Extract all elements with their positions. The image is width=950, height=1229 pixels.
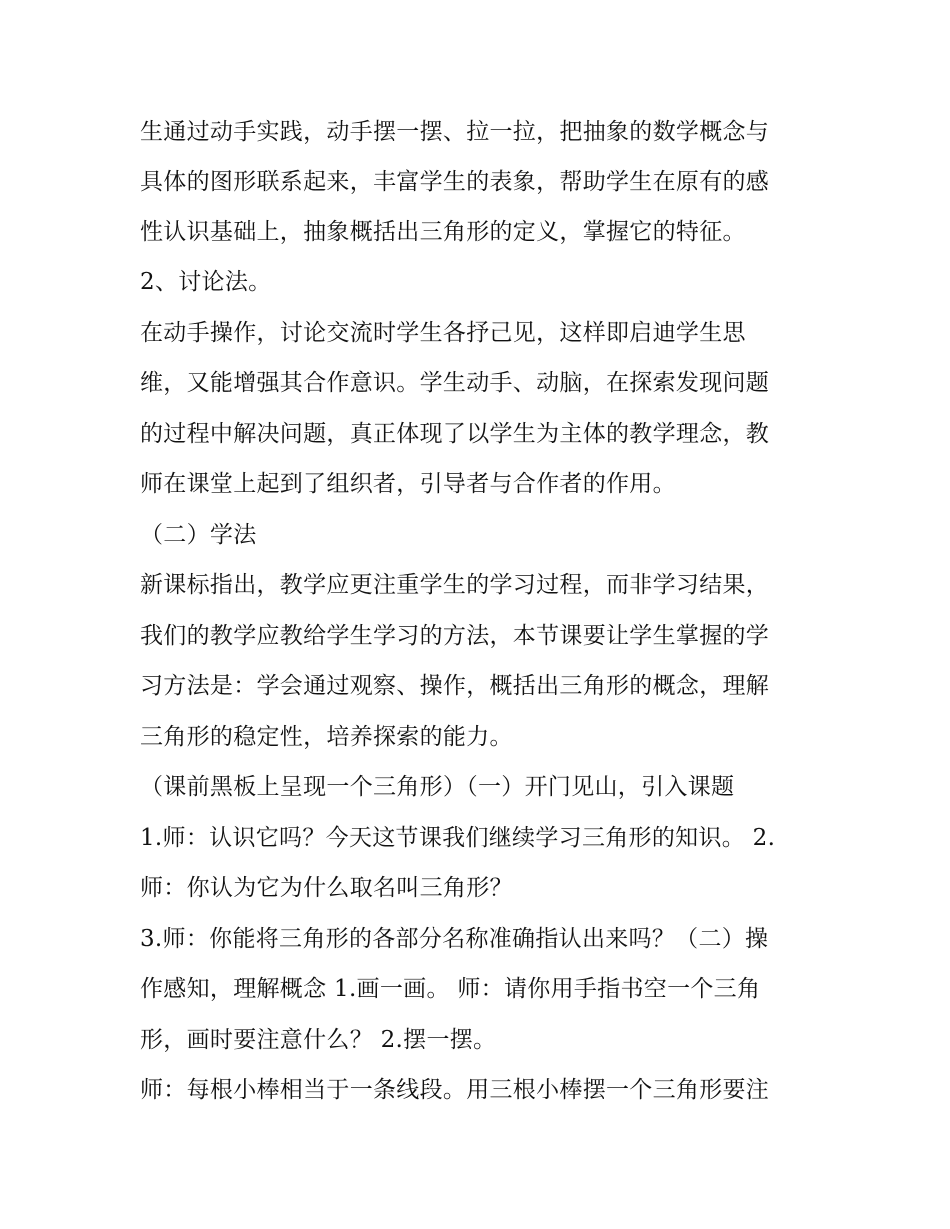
text-line: （课前黑板上呈现一个三角形）（一）开门见山，引入课题 bbox=[140, 774, 735, 800]
text-line: 性认识基础上，抽象概括出三角形的定义，掌握它的特征。 bbox=[140, 219, 746, 245]
text-line: 作感知，理解概念 1.画一画。 师：请你用手指书空一个三角 bbox=[140, 976, 761, 1002]
text-line: 形，画时要注意什么？ 2.摆一摆。 bbox=[140, 1027, 497, 1053]
text-line: 师在课堂上起到了组织者，引导者与合作者的作用。 bbox=[140, 471, 676, 497]
text-line: 的过程中解决问题，真正体现了以学生为主体的教学理念，教 bbox=[140, 421, 770, 447]
text-line: 师：你认为它为什么取名叫三角形？ bbox=[140, 875, 513, 901]
text-line: 新课标指出，教学应更注重学生的学习过程，而非学习结果， bbox=[140, 572, 770, 598]
text-line: 3.师：你能将三角形的各部分名称准确指认出来吗？（二）操 bbox=[140, 926, 769, 952]
text-line: 1.师：认识它吗？今天这节课我们继续学习三角形的知识。 2. bbox=[140, 825, 776, 851]
text-line: 维，又能增强其合作意识。学生动手、动脑，在探索发现问题 bbox=[140, 370, 770, 396]
text-line: 师：每根小棒相当于一条线段。用三根小棒摆一个三角形要注 bbox=[140, 1077, 770, 1103]
text-line: 生通过动手实践，动手摆一摆、拉一拉，把抽象的数学概念与 bbox=[140, 119, 770, 145]
text-line: 具体的图形联系起来，丰富学生的表象，帮助学生在原有的感 bbox=[140, 169, 770, 195]
text-line: 习方法是：学会通过观察、操作，概括出三角形的概念，理解 bbox=[140, 673, 770, 699]
text-line: 在动手操作，讨论交流时学生各抒己见，这样即启迪学生思 bbox=[140, 320, 746, 346]
text-line: 三角形的稳定性，培养探索的能力。 bbox=[140, 724, 513, 750]
section-heading: （二）学法 bbox=[140, 522, 257, 548]
section-heading: 2、讨论法。 bbox=[140, 269, 272, 295]
text-line: 我们的教学应教给学生学习的方法，本节课要让学生掌握的学 bbox=[140, 623, 770, 649]
